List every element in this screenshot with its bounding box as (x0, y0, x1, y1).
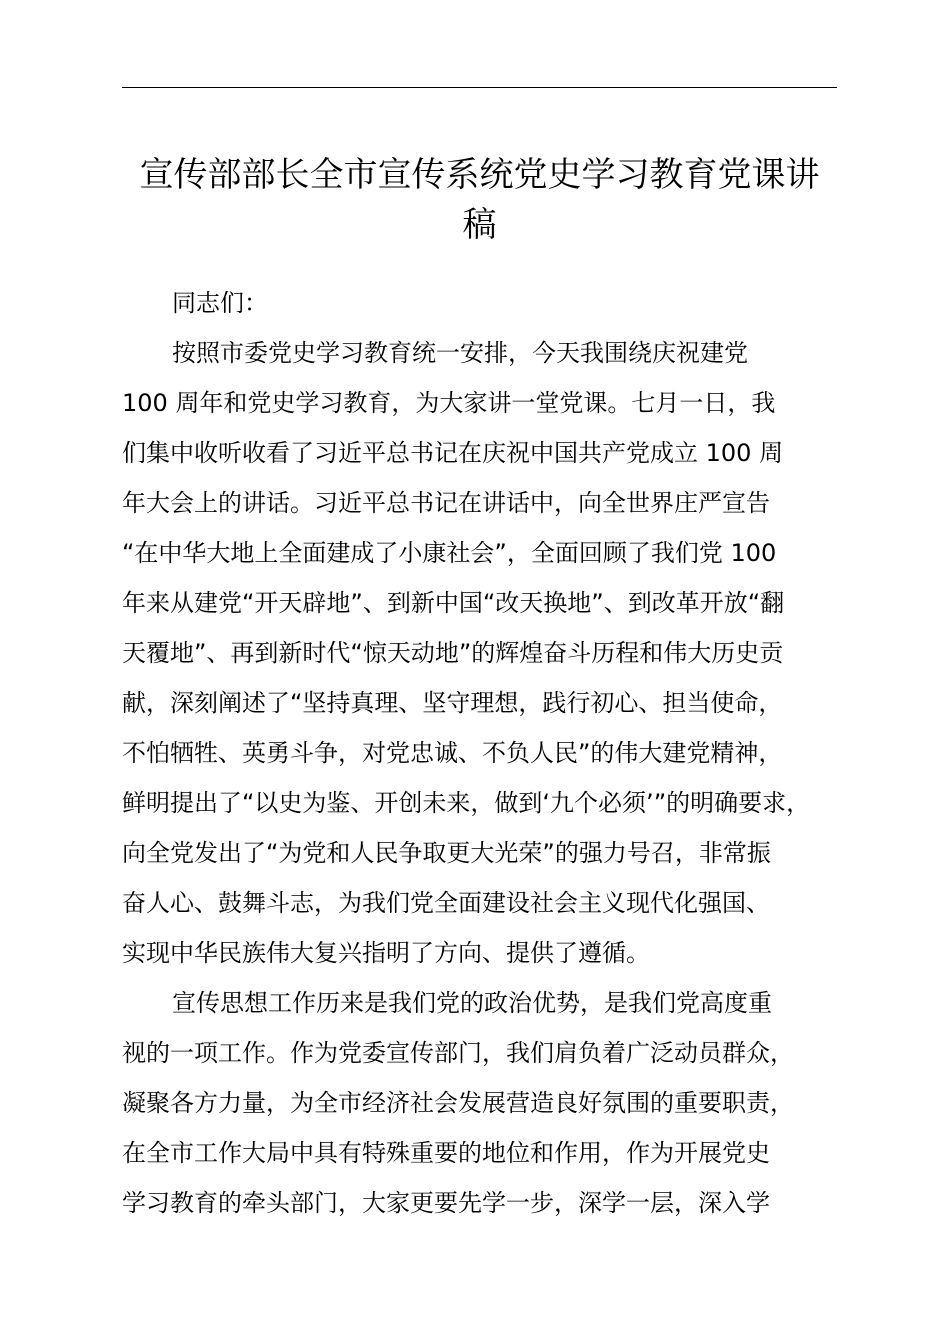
paragraph-2 (122, 978, 860, 1228)
text-line: 向全党发出了“为党和人民争取更大光荣”的强力号召，非常振 (122, 839, 771, 867)
salutation: 同志们： (172, 289, 268, 317)
document-body (122, 278, 860, 1228)
text-line: 在全市工作大局中具有特殊重要的地位和作用，作为开展党史 (122, 1139, 770, 1167)
text-line: 按照市委党史学习教育统一安排，今天我围绕庆祝建党 (172, 339, 748, 367)
text-line: 视的一项工作。作为党委宣传部门，我们肩负着广泛动员群众， (122, 1039, 794, 1067)
text-line: 宣传思想工作历来是我们党的政治优势，是我们党高度重 (172, 989, 772, 1017)
text-line: 学习教育的牵头部门，大家更要先学一步，深学一层，深入学 (122, 1189, 770, 1217)
text-line: 鲜明提出了“以史为鉴、开创未来，做到‘九个必须’”的明确要求， (122, 789, 811, 817)
text-line: 不怕牺牲、英勇斗争，对党忠诚、不负人民”的伟大建党精神， (122, 739, 783, 767)
text-line: “在中华大地上全面建成了小康社会”，全面回顾了我们党 100 (122, 539, 777, 567)
text-line: 天覆地”、再到新时代“惊天动地”的辉煌奋斗历程和伟大历史贡 (122, 639, 784, 667)
title-line-1: 宣传部部长全市宣传系统党史学习教育党课讲 (139, 155, 820, 195)
header-rule (122, 87, 837, 88)
text-line: 凝聚各方力量，为全市经济社会发展营造良好氛围的重要职责， (122, 1089, 794, 1117)
text-line: 们集中收听收看了习近平总书记在庆祝中国共产党成立 100 周 (122, 439, 784, 467)
text-line: 100 周年和党史学习教育，为大家讲一堂党课。七月一日，我 (122, 389, 776, 417)
text-line: 奋人心、鼓舞斗志，为我们党全面建设社会主义现代化强国、 (122, 889, 770, 917)
document-title (122, 150, 837, 250)
text-line: 献，深刻阐述了“坚持真理、坚守理想，践行初心、担当使命， (122, 689, 783, 717)
text-line: 年来从建党“开天辟地”、到新中国“改天换地”、到改革开放“翻 (122, 589, 785, 617)
text-line: 实现中华民族伟大复兴指明了方向、提供了遵循。 (122, 939, 650, 967)
text-line: 年大会上的讲话。习近平总书记在讲话中，向全世界庄严宣告 (122, 489, 770, 517)
title-line-2: 稿 (462, 205, 497, 245)
paragraph-1 (122, 328, 860, 978)
